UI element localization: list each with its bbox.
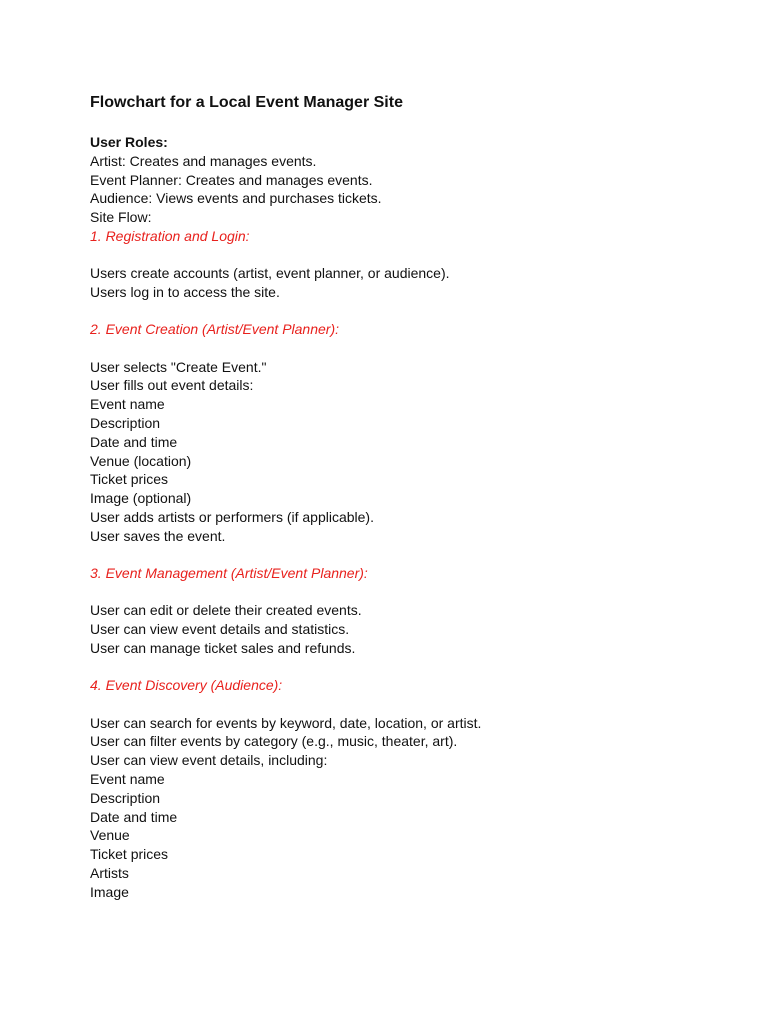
section-line: User selects "Create Event." xyxy=(90,358,267,375)
section-line: Ticket prices xyxy=(90,471,169,488)
section-line: Ticket prices xyxy=(90,846,169,863)
section-heading-event-management: 3. Event Management (Artist/Event Planner): xyxy=(90,565,368,582)
user-roles-heading: User Roles: xyxy=(90,134,168,150)
section-line: User adds artists or performers (if applicable). xyxy=(90,509,374,526)
role-event-planner: Event Planner: Creates and manages events. xyxy=(90,171,373,188)
site-flow-label: Site Flow: xyxy=(90,209,152,226)
section-line: Date and time xyxy=(90,808,178,825)
section-line: Image (optional) xyxy=(90,490,192,507)
spacer xyxy=(90,546,730,565)
spacer xyxy=(90,339,730,358)
section-line: Event name xyxy=(90,771,165,788)
section-heading-registration: 1. Registration and Login: xyxy=(90,227,250,244)
section-line: Description xyxy=(90,789,161,806)
document-page xyxy=(90,93,730,902)
section-line: User saves the event. xyxy=(90,527,226,544)
role-artist: Artist: Creates and manages events. xyxy=(90,152,317,169)
spacer xyxy=(90,695,730,714)
section-line: User can view event details and statistics. xyxy=(90,621,350,638)
spacer xyxy=(90,658,730,677)
role-audience: Audience: Views events and purchases tickets. xyxy=(90,190,382,207)
section-line: Users create accounts (artist, event planner, or audience). xyxy=(90,265,450,282)
section-line: Venue xyxy=(90,827,130,844)
section-line: User can view event details, including: xyxy=(90,752,328,769)
spacer xyxy=(90,246,730,265)
section-line: User can search for events by keyword, date, location, or artist. xyxy=(90,714,482,731)
section-line: User can filter events by category (e.g., music, theater, art). xyxy=(90,733,458,750)
section-line: Description xyxy=(90,415,161,432)
section-heading-event-creation: 2. Event Creation (Artist/Event Planner): xyxy=(90,321,339,338)
section-line: Artists xyxy=(90,865,129,881)
section-line: User can edit or delete their created events. xyxy=(90,602,362,619)
section-line: Venue (location) xyxy=(90,452,192,469)
section-line: Event name xyxy=(90,396,165,413)
spacer xyxy=(90,302,730,321)
section-line: Image xyxy=(90,883,129,900)
document-title: Flowchart for a Local Event Manager Site xyxy=(90,94,403,111)
section-line: Users log in to access the site. xyxy=(90,284,280,301)
section-heading-event-discovery: 4. Event Discovery (Audience): xyxy=(90,677,283,694)
section-line: User can manage ticket sales and refunds. xyxy=(90,640,356,657)
spacer xyxy=(90,583,730,602)
section-line: User fills out event details: xyxy=(90,377,254,394)
section-line: Date and time xyxy=(90,433,178,450)
